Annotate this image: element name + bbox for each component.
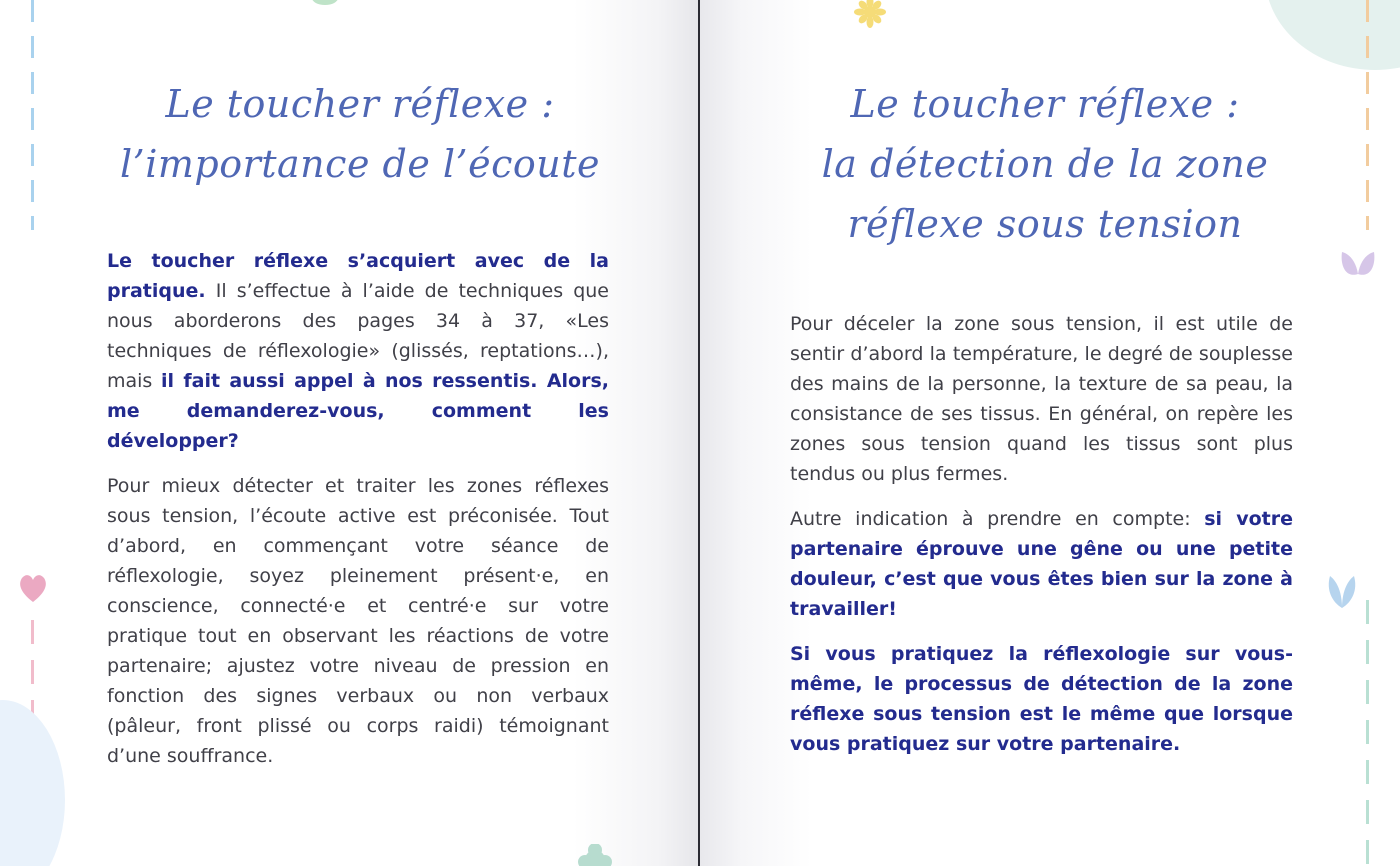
leaf-icon — [310, 0, 340, 6]
right-page-title — [745, 74, 1345, 254]
right-paragraph-3-emphasis: Si vous pratiquez la réflexologie sur vous-même, le processus de détection de la zone réflexe sous tension est le même que lorsque vous pratiquez sur votre partenaire. — [790, 643, 1293, 755]
left-dashed-border-top — [31, 0, 34, 230]
left-paragraph-1 — [107, 246, 609, 456]
left-paragraph-1-emphasis: il fait aussi appel à nos ressentis. Alors, me demanderez-vous, comment les développer? — [107, 370, 609, 452]
butterfly-icon — [1322, 572, 1362, 612]
left-title-line-1: Le toucher réflexe : — [165, 82, 555, 126]
corner-blob-decoration-right — [1265, 0, 1400, 70]
left-paragraph-1-middle: Il s’effectue à l’aide de techniques que nous aborderons des pages 34 à 37, «Les techniques de réflexologie» (glissés, reptations…), mais — [107, 280, 609, 392]
right-body-text — [790, 309, 1293, 774]
right-paragraph-2-lead: Autre indication à prendre en compte: — [790, 508, 1205, 530]
right-paragraph-3 — [790, 639, 1293, 759]
left-title-line-2: l’importance de l’écoute — [119, 142, 601, 186]
right-dashed-border-bottom — [1366, 600, 1369, 866]
flower-icon — [576, 844, 614, 866]
left-paragraph-2: Pour mieux détecter et traiter les zones réflexes sous tension, l’écoute active est préconisée. Tout d’abord, en commençant votre séance de réflexologie, soyez pleinement présent·e, en conscience, connecté·e et centré·e sur votre pratique tout en observant les réactions de votre partenaire; ajustez votre niveau de pression en fonction des signes verbaux ou non verbaux (pâleur, front plissé ou corps raidi) témoignant d’une souffrance. — [107, 475, 609, 767]
right-paragraph-1: Pour déceler la zone sous tension, il est utile de sentir d’abord la température, le degré de souplesse des mains de la personne, la texture de sa peau, la consistance de ses tissus. En général, on repère les zones sous tension quand les tissus sont plus tendus ou plus fermes. — [790, 313, 1293, 485]
right-page — [700, 0, 1400, 866]
right-title-line-2: la détection de la zone — [821, 142, 1269, 186]
flower-icon — [853, 0, 887, 28]
heart-icon — [18, 572, 48, 604]
right-title-line-1: Le toucher réflexe : — [850, 82, 1240, 126]
right-title-line-3: réflexe sous tension — [847, 202, 1243, 246]
right-paragraph-2-emphasis: si votre partenaire éprouve une gêne ou une petite douleur, c’est que vous êtes bien sur la zone à travailler! — [790, 508, 1293, 620]
left-page — [0, 0, 699, 866]
corner-blob-decoration — [0, 700, 65, 866]
left-paragraph-1-lead: Le toucher réflexe s’acquiert avec de la pratique. — [107, 250, 609, 302]
left-page-title — [60, 74, 660, 194]
left-body-text — [107, 246, 609, 786]
right-dashed-border-top — [1366, 0, 1369, 230]
right-paragraph-2 — [790, 504, 1293, 624]
